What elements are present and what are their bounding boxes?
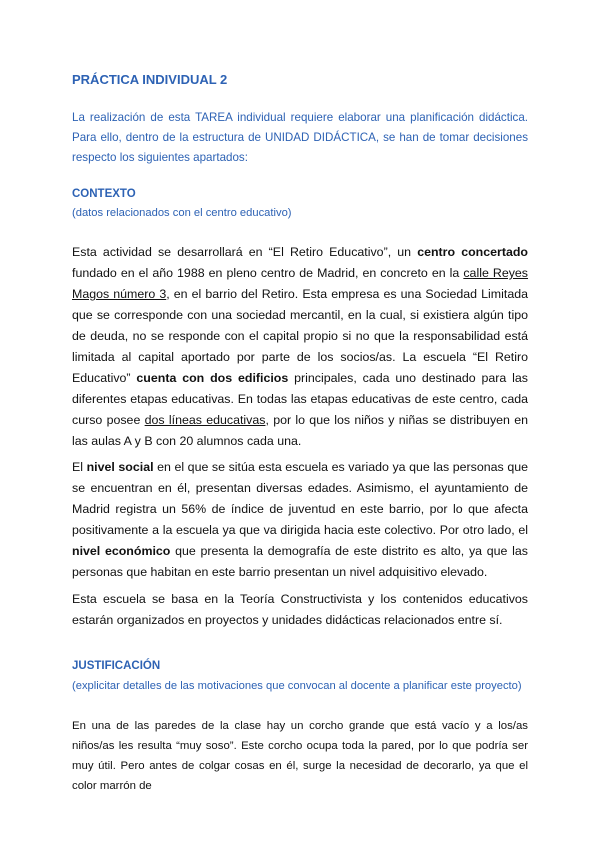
bold-centro-concertado: centro concertado (417, 245, 528, 259)
justificacion-subtitle: (explicitar detalles de las motivaciones que convocan al docente a planificar este proyecto) (72, 680, 522, 692)
document-title: PRÁCTICA INDIVIDUAL 2 (72, 72, 228, 87)
underline-address: calle Reyes Magos número 3 (72, 266, 529, 301)
bold-nivel-economico: nivel económico (72, 544, 171, 558)
text-span: , por lo que los niños y niñas se distribuyen en las aulas A y B con 20 alumnos cada una. (72, 413, 528, 448)
bold-dos-edificios: cuenta con dos edificios (136, 371, 289, 385)
text-span: en el que se sitúa esta escuela es variado ya que las personas que se encuentran en él, presentan diversas edades. Asimismo, el ayuntamiento de Madrid registra un 56% de índice de juventud en este barrio, por lo que afecta positivamente a la escuela ya que va dirigida hacia este colectivo. Por otro lado, el (72, 460, 528, 537)
bold-nivel-social: nivel social (86, 460, 154, 474)
text-span: principales, cada uno destinado para las diferentes etapas educativas. En todas las etapas educativas de este centro, cada curso posee (72, 371, 528, 427)
text-span: fundado en el año 1988 en pleno centro de Madrid, en concreto en la (72, 266, 464, 280)
text-span: Esta actividad se desarrollará en “El Retiro Educativo”, un (72, 245, 418, 259)
contexto-paragraph-3: Esta escuela se basa en la Teoría Constructivista y los contenidos educativos estarán organizados en proyectos y unidades didácticas relacionados entre sí. (72, 592, 528, 627)
justificacion-heading: JUSTIFICACIÓN (72, 660, 161, 672)
underline-dos-lineas: dos líneas educativas (144, 413, 266, 427)
contexto-paragraph-1 (72, 242, 528, 452)
text-span: El (72, 460, 87, 474)
contexto-subtitle: (datos relacionados con el centro educativo) (72, 207, 292, 219)
intro-paragraph: La realización de esta TAREA individual requiere elaborar una planificación didáctica. Para ello, dentro de la estructura de UNIDAD DIDÁCTICA, se han de tomar decisiones respecto los siguientes apartados: (72, 111, 528, 164)
contexto-heading: CONTEXTO (72, 188, 136, 200)
contexto-paragraph-2 (72, 457, 528, 583)
text-span: que presenta la demografía de este distrito es alto, ya que las personas que habitan en este barrio presentan un nivel adquisitivo elevado. (72, 544, 529, 579)
justificacion-paragraph-1: En una de las paredes de la clase hay un corcho grande que está vacío y a los/as niños/as les resulta “muy soso”. Este corcho ocupa toda la pared, por lo que podría ser muy útil. Pero antes de colgar cosas en él, surge la necesidad de decorarlo, ya que el color marrón de (72, 720, 528, 792)
text-span: , en el barrio del Retiro. Esta empresa es una Sociedad Limitada que se corresponde con una sociedad mercantil, en la cual, si existiera algún tipo de deuda, no se responde con el capital propio si no que la responsabilidad está limitada al capital aportado por parte de los socios/as. La escuela “El Retiro Educativo” (72, 287, 528, 385)
